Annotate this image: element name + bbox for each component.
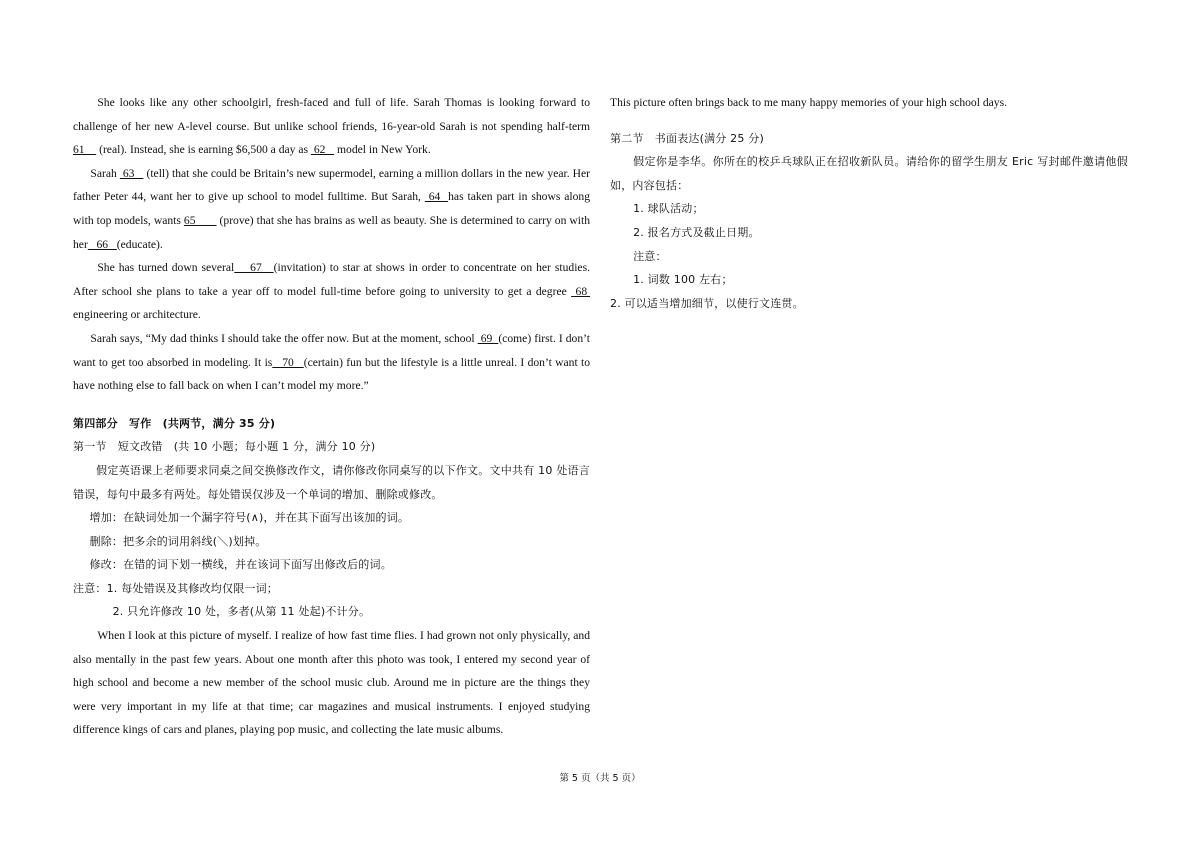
page-number: 第 5 页（共 5 页） xyxy=(559,773,641,784)
blank-66: 66 xyxy=(87,237,117,251)
passage-paragraph-2: Sarah 63 (tell) that she could be Britain’s new supermodel, earning a million dollars in the new year. Her father Peter 44, want her to give up school to model fulltime. But Sarah, 64 has taken part in shows along with top models, wants 65 (prove) that she has brains as well as beauty. She is determined to carry on with her 66 (educate). xyxy=(73,166,590,251)
note-word-count: 1. 词数 100 左右； xyxy=(633,273,733,287)
blank-65: 65 xyxy=(183,213,217,227)
blank-62: 62 xyxy=(310,143,335,157)
note-details: 2. 可以适当增加细节，以使行文连贯。 xyxy=(610,296,804,310)
blank-70: 70 xyxy=(272,355,304,369)
section-one-intro: 假定英语课上老师要求同桌之间交换修改作文，请你修改你同桌写的以下作文。文中共有 10 处语言错误，每句中最多有两处。每处错误仅涉及一个单词的增加、删除或修改。 xyxy=(73,463,590,501)
section-gap xyxy=(610,115,1128,127)
error-correction-essay: When I look at this picture of myself. I realize of how fast time flies. I had grown not only physically, and also mentally in the past few years. About one month after this photo was took, I entered my second year of high school and become a new member of the school music club. Around me in picture are the things they were very important in my life at that time; car magazines and musical instruments. I enjoyed studying difference kings of cars and planes, playing pop music, and collecting the late music albums. xyxy=(73,629,590,737)
error-correction-essay-end: This picture often brings back to me many happy memories of your high school days. xyxy=(610,96,1008,109)
blank-69: 69 xyxy=(477,331,499,345)
section-two-title: 第二节 书面表达(满分 25 分) xyxy=(610,131,764,145)
add-rule: 增加：在缺词处加一个漏字符号(∧)，并在其下面写出该加的词。 xyxy=(89,511,410,525)
section-one-title: 第一节 短文改错 (共 10 小题；每小题 1 分，满分 10 分) xyxy=(73,440,376,454)
left-column xyxy=(73,91,590,742)
blank-64: 64 xyxy=(424,190,449,204)
part-four-title: 第四部分 写作 (共两节，满分 35 分) xyxy=(73,416,276,430)
section-gap xyxy=(73,398,590,412)
content-item-2: 2. 报名方式及截止日期。 xyxy=(633,225,760,239)
note-one: 注意：1. 每处错误及其修改均仅限一词； xyxy=(73,581,278,595)
content-item-1: 1. 球队活动； xyxy=(633,202,704,216)
blank-63: 63 xyxy=(119,166,144,180)
section-two-intro: 假定你是李华。你所在的校乒乓球队正在招收新队员。请给你的留学生朋友 Eric 写封邮件邀请他假如，内容包括： xyxy=(610,155,1128,192)
delete-rule: 删除：把多余的词用斜线(＼)划掉。 xyxy=(89,534,267,548)
passage-paragraph-1: She looks like any other schoolgirl, fresh-faced and full of life. Sarah Thomas is looking forward to challenge of her new A-level course. But unlike school friends, 16-year-old Sarah is not spending half-term 61 (real). Instead, she is earning $6,500 a day as 62 model in New York. xyxy=(73,96,590,157)
blank-67: 67 xyxy=(234,261,274,275)
blank-61: 61 xyxy=(73,143,97,157)
right-column xyxy=(610,91,1128,315)
passage-paragraph-3: She has turned down several 67 (invitation) to star at shows in order to concentrate on her studies. After school she plans to take a year off to model full-time before going to university to get a degree 68 engineering or architecture. xyxy=(73,261,591,322)
modify-rule: 修改：在错的词下划一横线，并在该词下面写出修改后的词。 xyxy=(89,558,392,572)
passage-paragraph-4: Sarah says, “My dad thinks I should take the offer now. But at the moment, school 69 (come) first. I don’t want to get too absorbed in modeling. It is 70 (certain) fun but the lifestyle is a little unreal. I don’t want to have nothing else to fall back on when I can’t model my more.” xyxy=(73,331,590,393)
note-two: 2. 只允许修改 10 处，多者(从第 11 处起)不计分。 xyxy=(112,605,371,619)
blank-68: 68 xyxy=(571,284,591,298)
notes-label: 注意： xyxy=(633,249,667,263)
